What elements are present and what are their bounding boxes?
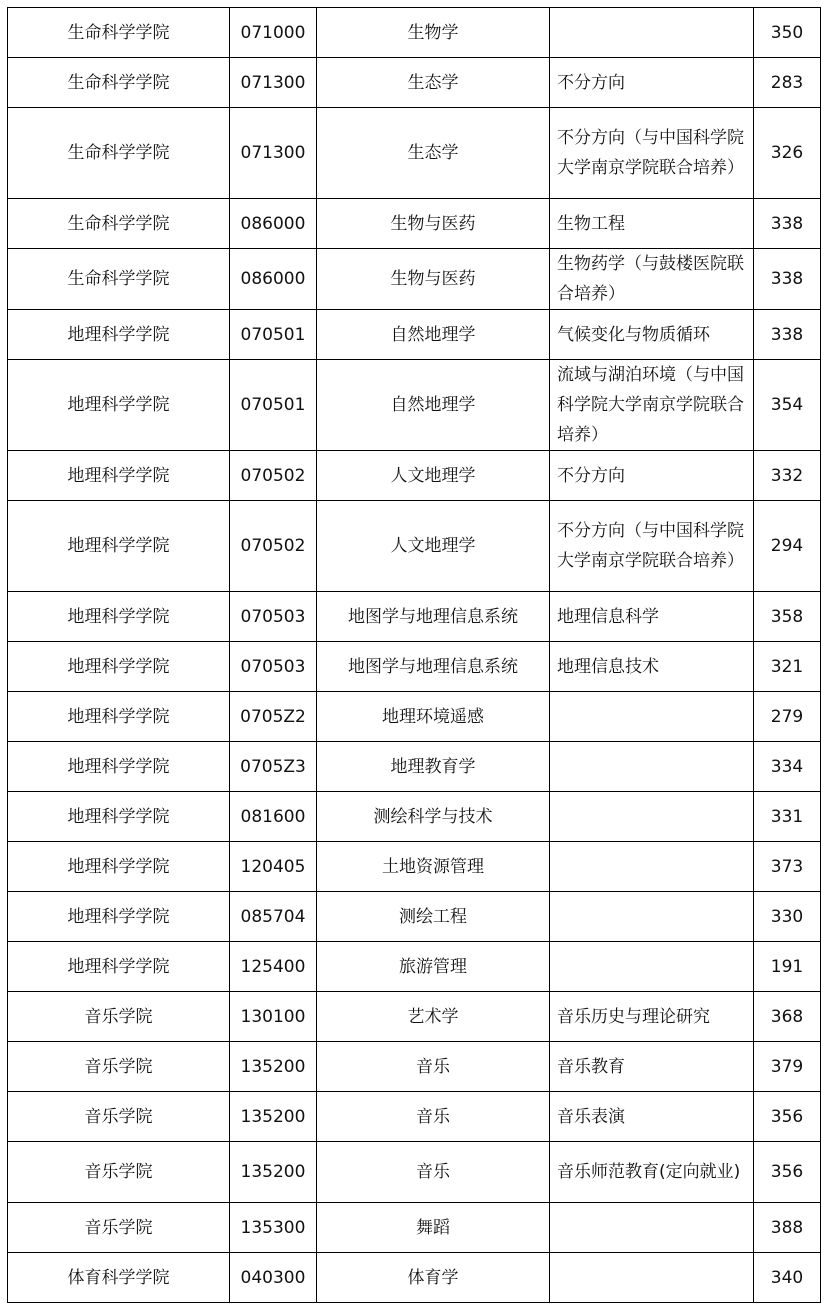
score-cell: 294	[754, 501, 821, 592]
table-row	[8, 501, 821, 592]
direction-cell: 生物药学（与鼓楼医院联合培养）	[550, 249, 754, 310]
score-cell: 191	[754, 942, 821, 992]
college-cell: 体育科学学院	[8, 1253, 230, 1303]
direction-cell	[550, 692, 754, 742]
score-cell: 338	[754, 310, 821, 360]
major-cell: 舞蹈	[317, 1203, 550, 1253]
score-cell: 332	[754, 451, 821, 501]
direction-cell	[550, 942, 754, 992]
code-cell: 0705Z3	[230, 742, 317, 792]
college-cell: 音乐学院	[8, 1142, 230, 1203]
major-cell: 音乐	[317, 1092, 550, 1142]
major-cell: 生物与医药	[317, 249, 550, 310]
table-row	[8, 451, 821, 501]
code-cell: 070503	[230, 642, 317, 692]
direction-cell: 不分方向（与中国科学院大学南京学院联合培养）	[550, 501, 754, 592]
major-cell: 生态学	[317, 108, 550, 199]
college-cell: 生命科学学院	[8, 8, 230, 58]
college-cell: 地理科学学院	[8, 360, 230, 451]
major-cell: 地图学与地理信息系统	[317, 592, 550, 642]
table-row	[8, 992, 821, 1042]
code-cell: 070501	[230, 360, 317, 451]
college-cell: 地理科学学院	[8, 451, 230, 501]
code-cell: 130100	[230, 992, 317, 1042]
major-cell: 人文地理学	[317, 501, 550, 592]
direction-cell: 音乐历史与理论研究	[550, 992, 754, 1042]
table-row	[8, 310, 821, 360]
major-cell: 地理环境遥感	[317, 692, 550, 742]
direction-cell	[550, 842, 754, 892]
code-cell: 135300	[230, 1203, 317, 1253]
table-body	[8, 8, 821, 1303]
score-cell: 354	[754, 360, 821, 451]
score-cell: 338	[754, 199, 821, 249]
table-row	[8, 360, 821, 451]
direction-cell: 流域与湖泊环境（与中国科学院大学南京学院联合培养）	[550, 360, 754, 451]
college-cell: 地理科学学院	[8, 792, 230, 842]
code-cell: 135200	[230, 1142, 317, 1203]
code-cell: 135200	[230, 1042, 317, 1092]
table-row	[8, 642, 821, 692]
direction-cell: 音乐表演	[550, 1092, 754, 1142]
major-cell: 地图学与地理信息系统	[317, 642, 550, 692]
score-cell: 326	[754, 108, 821, 199]
college-cell: 音乐学院	[8, 1203, 230, 1253]
direction-cell: 音乐教育	[550, 1042, 754, 1092]
table-row	[8, 108, 821, 199]
table-row	[8, 842, 821, 892]
college-cell: 音乐学院	[8, 1042, 230, 1092]
table-row	[8, 1142, 821, 1203]
major-cell: 自然地理学	[317, 310, 550, 360]
score-cell: 279	[754, 692, 821, 742]
college-cell: 地理科学学院	[8, 692, 230, 742]
score-cell: 368	[754, 992, 821, 1042]
table-row	[8, 742, 821, 792]
table-row	[8, 592, 821, 642]
direction-cell	[550, 1203, 754, 1253]
code-cell: 071000	[230, 8, 317, 58]
college-cell: 音乐学院	[8, 1092, 230, 1142]
major-cell: 人文地理学	[317, 451, 550, 501]
table-row	[8, 249, 821, 310]
college-cell: 音乐学院	[8, 992, 230, 1042]
code-cell: 135200	[230, 1092, 317, 1142]
college-cell: 地理科学学院	[8, 310, 230, 360]
table-row	[8, 942, 821, 992]
direction-cell: 不分方向	[550, 451, 754, 501]
direction-cell: 气候变化与物质循环	[550, 310, 754, 360]
score-cell: 321	[754, 642, 821, 692]
code-cell: 086000	[230, 249, 317, 310]
score-cell: 350	[754, 8, 821, 58]
code-cell: 070502	[230, 501, 317, 592]
college-cell: 地理科学学院	[8, 592, 230, 642]
code-cell: 040300	[230, 1253, 317, 1303]
code-cell: 086000	[230, 199, 317, 249]
code-cell: 070502	[230, 451, 317, 501]
table-row	[8, 1092, 821, 1142]
college-cell: 生命科学学院	[8, 199, 230, 249]
code-cell: 070501	[230, 310, 317, 360]
major-cell: 生物学	[317, 8, 550, 58]
score-table	[7, 7, 821, 1303]
major-cell: 艺术学	[317, 992, 550, 1042]
major-cell: 生态学	[317, 58, 550, 108]
score-cell: 356	[754, 1142, 821, 1203]
code-cell: 085704	[230, 892, 317, 942]
direction-cell: 地理信息技术	[550, 642, 754, 692]
major-cell: 测绘科学与技术	[317, 792, 550, 842]
score-cell: 373	[754, 842, 821, 892]
college-cell: 生命科学学院	[8, 108, 230, 199]
direction-cell: 音乐师范教育(定向就业)	[550, 1142, 754, 1203]
direction-cell: 生物工程	[550, 199, 754, 249]
college-cell: 地理科学学院	[8, 842, 230, 892]
score-cell: 340	[754, 1253, 821, 1303]
table-row	[8, 792, 821, 842]
direction-cell: 不分方向（与中国科学院大学南京学院联合培养）	[550, 108, 754, 199]
score-cell: 334	[754, 742, 821, 792]
table-row	[8, 58, 821, 108]
major-cell: 自然地理学	[317, 360, 550, 451]
college-cell: 地理科学学院	[8, 942, 230, 992]
table-row	[8, 199, 821, 249]
direction-cell: 不分方向	[550, 58, 754, 108]
college-cell: 生命科学学院	[8, 58, 230, 108]
score-cell: 388	[754, 1203, 821, 1253]
table-row	[8, 1203, 821, 1253]
code-cell: 071300	[230, 108, 317, 199]
major-cell: 旅游管理	[317, 942, 550, 992]
major-cell: 体育学	[317, 1253, 550, 1303]
code-cell: 120405	[230, 842, 317, 892]
score-cell: 358	[754, 592, 821, 642]
direction-cell	[550, 892, 754, 942]
direction-cell	[550, 1253, 754, 1303]
major-cell: 土地资源管理	[317, 842, 550, 892]
code-cell: 125400	[230, 942, 317, 992]
table-row	[8, 1042, 821, 1092]
score-cell: 356	[754, 1092, 821, 1142]
major-cell: 地理教育学	[317, 742, 550, 792]
code-cell: 070503	[230, 592, 317, 642]
college-cell: 地理科学学院	[8, 892, 230, 942]
major-cell: 音乐	[317, 1042, 550, 1092]
direction-cell	[550, 792, 754, 842]
major-cell: 生物与医药	[317, 199, 550, 249]
code-cell: 081600	[230, 792, 317, 842]
table-row	[8, 892, 821, 942]
table-row	[8, 692, 821, 742]
direction-cell	[550, 8, 754, 58]
score-cell: 283	[754, 58, 821, 108]
college-cell: 生命科学学院	[8, 249, 230, 310]
table-row	[8, 1253, 821, 1303]
college-cell: 地理科学学院	[8, 501, 230, 592]
major-cell: 音乐	[317, 1142, 550, 1203]
score-cell: 331	[754, 792, 821, 842]
score-cell: 338	[754, 249, 821, 310]
direction-cell	[550, 742, 754, 792]
college-cell: 地理科学学院	[8, 642, 230, 692]
college-cell: 地理科学学院	[8, 742, 230, 792]
table-row	[8, 8, 821, 58]
code-cell: 071300	[230, 58, 317, 108]
major-cell: 测绘工程	[317, 892, 550, 942]
score-cell: 330	[754, 892, 821, 942]
direction-cell: 地理信息科学	[550, 592, 754, 642]
score-cell: 379	[754, 1042, 821, 1092]
code-cell: 0705Z2	[230, 692, 317, 742]
